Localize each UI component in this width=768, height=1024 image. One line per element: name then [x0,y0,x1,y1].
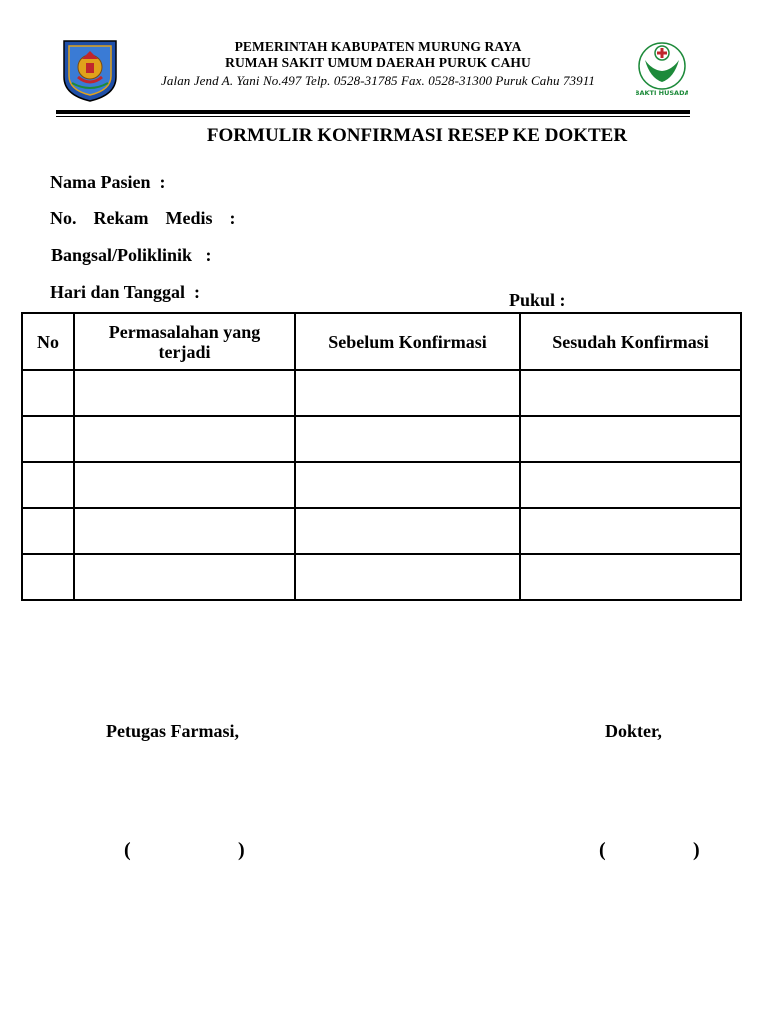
table-cell[interactable] [74,370,295,416]
pharmacist-name-paren-close: ) [238,839,245,861]
header-after-confirmation: Sesudah Konfirmasi [520,313,741,370]
table-row [22,508,741,554]
table-row [22,462,741,508]
table-cell[interactable] [520,370,741,416]
emblem-caption: BAKTI HUSADA [636,89,688,97]
table-row [22,554,741,600]
letterhead-hospital-name: RUMAH SAKIT UMUM DAERAH PURUK CAHU [225,55,531,70]
bakti-husada-emblem-icon [636,38,688,100]
table-cell[interactable] [22,416,74,462]
patient-name-label: Nama Pasien : [50,172,166,192]
table-cell[interactable] [295,462,520,508]
table-cell[interactable] [520,462,741,508]
table-header-row [22,313,741,370]
pharmacist-name-paren-open: ( [124,839,131,861]
confirmation-table [21,312,742,601]
regency-crest-icon [60,37,120,103]
letterhead-address: Jalan Jend A. Yani No.497 Telp. 0528-31785 Fax. 0528-31300 Puruk Cahu 73911 [161,73,595,88]
table-cell[interactable] [22,462,74,508]
table-cell[interactable] [295,554,520,600]
pharmacist-signature-label: Petugas Farmasi, [106,721,239,741]
medical-record-number-label: No. Rekam Medis : [50,208,236,228]
table-cell[interactable] [22,554,74,600]
table-row [22,416,741,462]
letterhead-divider-thick [56,110,690,114]
table-cell[interactable] [74,416,295,462]
header-problem: Permasalahan yang terjadi [74,313,295,370]
doctor-name-paren-close: ) [693,839,700,861]
form-title: FORMULIR KONFIRMASI RESEP KE DOKTER [206,125,628,146]
letterhead-divider-thin [56,116,690,117]
table-cell[interactable] [295,416,520,462]
header-before-confirmation: Sebelum Konfirmasi [295,313,520,370]
table-cell[interactable] [295,508,520,554]
header-no: No [22,313,74,370]
table-cell[interactable] [74,462,295,508]
table-cell[interactable] [22,370,74,416]
table-row [22,370,741,416]
table-cell[interactable] [520,554,741,600]
doctor-name-paren-open: ( [599,839,606,861]
letterhead-government-name: PEMERINTAH KABUPATEN MURUNG RAYA [234,39,522,54]
table-cell[interactable] [520,416,741,462]
ward-clinic-label: Bangsal/Poliklinik : [51,245,212,265]
table-cell[interactable] [22,508,74,554]
time-label: Pukul : [509,290,566,310]
day-date-label: Hari dan Tanggal : [50,282,201,302]
table-cell[interactable] [295,370,520,416]
table-cell[interactable] [74,508,295,554]
table-cell[interactable] [74,554,295,600]
doctor-signature-label: Dokter, [605,721,662,741]
table-cell[interactable] [520,508,741,554]
